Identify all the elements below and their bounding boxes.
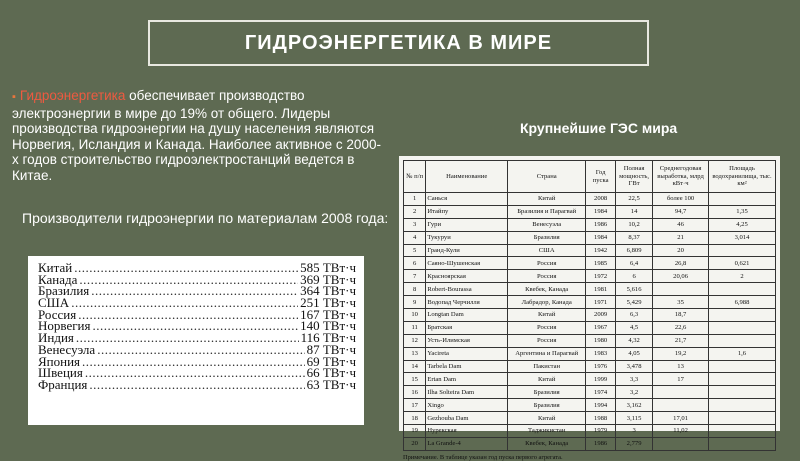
dot-leader bbox=[91, 285, 298, 297]
table-cell: Россия bbox=[508, 334, 586, 347]
table-note: Примечание. В таблице указан год пуска первого агрегата. bbox=[403, 453, 563, 461]
page-title: ГИДРОЭНЕРГЕТИКА В МИРЕ bbox=[244, 31, 553, 54]
table-cell: Бразилия bbox=[508, 231, 586, 244]
table-cell: Венесуэла bbox=[508, 218, 586, 231]
table-cell: 94,7 bbox=[653, 205, 709, 218]
producer-country: Индия bbox=[38, 330, 74, 346]
producer-country: Франция bbox=[38, 376, 88, 392]
table-header-cell: Среднегодовая выработка, млрд кВт·ч bbox=[653, 161, 709, 193]
producer-country: Норвегия bbox=[38, 318, 91, 334]
dot-leader bbox=[82, 356, 305, 368]
table-cell: 17 bbox=[404, 399, 426, 412]
table-row bbox=[404, 218, 776, 231]
table-row bbox=[404, 257, 776, 270]
table-cell: Саяно-Шушенская bbox=[426, 257, 508, 270]
table-cell: 2,779 bbox=[616, 437, 653, 450]
table-cell: 4,25 bbox=[708, 218, 775, 231]
table-cell: 3,162 bbox=[616, 399, 653, 412]
table-header-row bbox=[404, 161, 776, 193]
producer-value: 116 ТВт·ч bbox=[300, 330, 356, 346]
table-cell: Братская bbox=[426, 321, 508, 334]
dot-leader bbox=[76, 332, 299, 344]
table-cell: 3 bbox=[404, 218, 426, 231]
table-cell bbox=[708, 386, 775, 399]
table-cell: 6,988 bbox=[708, 296, 775, 309]
table-cell: Китай bbox=[508, 193, 586, 206]
table-cell: Ilha Solteira Dam bbox=[426, 386, 508, 399]
table-cell: 6,3 bbox=[616, 309, 653, 322]
table-row bbox=[404, 425, 776, 438]
dot-leader bbox=[78, 309, 298, 321]
table-cell bbox=[708, 321, 775, 334]
table-cell bbox=[708, 373, 775, 386]
table-cell: 8,37 bbox=[616, 231, 653, 244]
dot-leader bbox=[85, 367, 305, 379]
table-cell: Китай bbox=[508, 373, 586, 386]
producer-value: 364 ТВт·ч bbox=[300, 283, 356, 299]
table-cell: 1985 bbox=[586, 257, 616, 270]
table-cell bbox=[653, 437, 709, 450]
table-row bbox=[404, 347, 776, 360]
table-row bbox=[404, 231, 776, 244]
table-row bbox=[404, 296, 776, 309]
table-cell: Гранд-Кули bbox=[426, 244, 508, 257]
table-cell: 11 bbox=[404, 321, 426, 334]
table-cell: 19,2 bbox=[653, 347, 709, 360]
table-cell: Yacireta bbox=[426, 347, 508, 360]
table-cell: 1994 bbox=[586, 399, 616, 412]
table-cell bbox=[708, 309, 775, 322]
table-cell bbox=[708, 425, 775, 438]
table-cell bbox=[708, 412, 775, 425]
table-cell: 2008 bbox=[586, 193, 616, 206]
table-row bbox=[404, 373, 776, 386]
table-cell: 4,32 bbox=[616, 334, 653, 347]
table-cell: 20 bbox=[404, 437, 426, 450]
table-cell: 2009 bbox=[586, 309, 616, 322]
table-cell: 6,809 bbox=[616, 244, 653, 257]
table-cell: 6,4 bbox=[616, 257, 653, 270]
table-header-cell: Площадь водохранилища, тыс. км² bbox=[708, 161, 775, 193]
table-cell: Водопад Черчилля bbox=[426, 296, 508, 309]
table-cell: 5 bbox=[404, 244, 426, 257]
title-frame bbox=[148, 20, 649, 66]
table-row bbox=[404, 386, 776, 399]
table-row bbox=[404, 283, 776, 296]
table-cell: 13 bbox=[653, 360, 709, 373]
table-cell: 1988 bbox=[586, 412, 616, 425]
table-cell bbox=[708, 193, 775, 206]
table-row bbox=[404, 360, 776, 373]
table-header-cell: Страна bbox=[508, 161, 586, 193]
table-cell: Китай bbox=[508, 412, 586, 425]
table-cell: 3 bbox=[616, 425, 653, 438]
table-row bbox=[404, 437, 776, 450]
table-cell: 16 bbox=[404, 386, 426, 399]
table-cell bbox=[708, 334, 775, 347]
table-row bbox=[404, 244, 776, 257]
table-cell: Бразилия bbox=[508, 399, 586, 412]
table-header-cell: Полная мощность, ГВт bbox=[616, 161, 653, 193]
table-row bbox=[404, 321, 776, 334]
table-cell: 3,115 bbox=[616, 412, 653, 425]
table-cell: 20,06 bbox=[653, 270, 709, 283]
producer-value: 66 ТВт·ч bbox=[306, 365, 356, 381]
intro-text: обеспечивает производство электроэнергии в мире до 19% от общего. Лидеры производства гидроэнергии на душу населения являются Норвегия, Исландия и Канада. Наиболее активное с 2000-х годов строительство гидроэлектростанций ведется в Китае. bbox=[12, 88, 381, 183]
producer-country: Япония bbox=[38, 353, 81, 369]
table-cell: 10,2 bbox=[616, 218, 653, 231]
table-cell bbox=[708, 360, 775, 373]
table-cell bbox=[708, 283, 775, 296]
table-cell: Ertan Dam bbox=[426, 373, 508, 386]
table-cell: Китай bbox=[508, 309, 586, 322]
table-cell: Tarbela Dam bbox=[426, 360, 508, 373]
table-cell: 1 bbox=[404, 193, 426, 206]
producers-list-image bbox=[28, 256, 364, 425]
table-cell: Пакистан bbox=[508, 360, 586, 373]
producers-caption: Производители гидроэнергии по материалам 2008 года: bbox=[22, 210, 389, 226]
table-cell: 18 bbox=[404, 412, 426, 425]
table-cell: 1,6 bbox=[708, 347, 775, 360]
table-cell bbox=[708, 437, 775, 450]
table-cell: Россия bbox=[508, 270, 586, 283]
table-cell: 1979 bbox=[586, 425, 616, 438]
table-cell: 1984 bbox=[586, 231, 616, 244]
table-cell: 1999 bbox=[586, 373, 616, 386]
bullet-icon: ▪ bbox=[12, 91, 16, 103]
table-cell: 20 bbox=[653, 244, 709, 257]
table-cell: 2 bbox=[404, 205, 426, 218]
producer-value: 585 ТВт·ч bbox=[300, 260, 356, 275]
table-cell: 1972 bbox=[586, 270, 616, 283]
table-cell bbox=[708, 244, 775, 257]
table-cell: 8 bbox=[404, 283, 426, 296]
hpp-table bbox=[403, 160, 776, 451]
table-cell: Санься bbox=[426, 193, 508, 206]
table-cell: 9 bbox=[404, 296, 426, 309]
table-row bbox=[404, 412, 776, 425]
table-cell: 6 bbox=[616, 270, 653, 283]
table-cell: Квебек, Канада bbox=[508, 283, 586, 296]
table-cell: 10 bbox=[404, 309, 426, 322]
table-cell: США bbox=[508, 244, 586, 257]
table-cell: Квебек, Канада bbox=[508, 437, 586, 450]
producer-country: Китай bbox=[38, 260, 73, 275]
table-cell: Гури bbox=[426, 218, 508, 231]
table-cell: 11,02 bbox=[653, 425, 709, 438]
table-row bbox=[404, 270, 776, 283]
table-cell: Таджикистан bbox=[508, 425, 586, 438]
producer-country: Канада bbox=[38, 271, 78, 287]
producer-country: Швеция bbox=[38, 365, 83, 381]
table-cell: 14 bbox=[616, 205, 653, 218]
table-cell: Лабрадор, Канада bbox=[508, 296, 586, 309]
table-cell: Россия bbox=[508, 257, 586, 270]
intro-paragraph bbox=[12, 88, 382, 183]
table-cell bbox=[653, 283, 709, 296]
producer-value: 140 ТВт·ч bbox=[300, 318, 356, 334]
table-cell: Longtan Dam bbox=[426, 309, 508, 322]
producer-value: 63 ТВт·ч bbox=[306, 376, 356, 392]
table-cell bbox=[708, 399, 775, 412]
table-cell: 3,2 bbox=[616, 386, 653, 399]
table-cell: 1942 bbox=[586, 244, 616, 257]
table-cell: 22,6 bbox=[653, 321, 709, 334]
table-cell: Россия bbox=[508, 321, 586, 334]
table-row bbox=[404, 205, 776, 218]
table-cell: 1,35 bbox=[708, 205, 775, 218]
dot-leader bbox=[79, 274, 298, 286]
table-cell: 3,014 bbox=[708, 231, 775, 244]
table-cell: 22,5 bbox=[616, 193, 653, 206]
table-cell: 19 bbox=[404, 425, 426, 438]
table-cell: 1981 bbox=[586, 283, 616, 296]
dot-leader bbox=[71, 297, 298, 309]
table-cell: 1980 bbox=[586, 334, 616, 347]
table-cell: 0,621 bbox=[708, 257, 775, 270]
table-row bbox=[404, 399, 776, 412]
table-cell: 35 bbox=[653, 296, 709, 309]
producer-value: 251 ТВт·ч bbox=[300, 295, 356, 311]
table-cell: 4,05 bbox=[616, 347, 653, 360]
table-header-cell: Год пуска bbox=[586, 161, 616, 193]
hpp-caption: Крупнейшие ГЭС мира bbox=[520, 120, 678, 136]
producer-value: 167 ТВт·ч bbox=[300, 306, 356, 322]
table-cell: Gezhouba Dam bbox=[426, 412, 508, 425]
table-cell: Нурекская bbox=[426, 425, 508, 438]
table-cell bbox=[653, 399, 709, 412]
dot-leader bbox=[97, 344, 304, 356]
table-cell: 1986 bbox=[586, 218, 616, 231]
table-cell: 2 bbox=[708, 270, 775, 283]
table-cell: Xingo bbox=[426, 399, 508, 412]
table-cell: Бразилия bbox=[508, 386, 586, 399]
producer-country: США bbox=[38, 295, 70, 311]
producers-list bbox=[38, 262, 356, 391]
table-cell: более 100 bbox=[653, 193, 709, 206]
intro-highlight: Гидроэнергетика bbox=[19, 88, 126, 103]
table-cell: 1984 bbox=[586, 205, 616, 218]
table-cell: Бразилия и Парагвай bbox=[508, 205, 586, 218]
table-cell: 6 bbox=[404, 257, 426, 270]
table-cell: 4 bbox=[404, 231, 426, 244]
table-cell: 1986 bbox=[586, 437, 616, 450]
table-cell: 1983 bbox=[586, 347, 616, 360]
table-header-cell: № п/п bbox=[404, 161, 426, 193]
dot-leader bbox=[74, 262, 298, 274]
table-cell: 1967 bbox=[586, 321, 616, 334]
table-cell: 7 bbox=[404, 270, 426, 283]
table-cell: Красноярская bbox=[426, 270, 508, 283]
table-cell: Robert-Bourassa bbox=[426, 283, 508, 296]
table-row bbox=[404, 334, 776, 347]
table-cell: Аргентина и Парагвай bbox=[508, 347, 586, 360]
table-cell: 5,429 bbox=[616, 296, 653, 309]
list-item bbox=[38, 376, 356, 392]
table-cell: La Grande-4 bbox=[426, 437, 508, 450]
table-cell: 3,3 bbox=[616, 373, 653, 386]
producer-value: 69 ТВт·ч bbox=[306, 353, 356, 369]
table-cell: 4,5 bbox=[616, 321, 653, 334]
table-cell: Усть-Илимская bbox=[426, 334, 508, 347]
table-cell: Тукуруи bbox=[426, 231, 508, 244]
table-cell: 21 bbox=[653, 231, 709, 244]
hpp-table-image bbox=[399, 156, 780, 461]
table-cell: Итайпу bbox=[426, 205, 508, 218]
producer-country: Венесуэла bbox=[38, 341, 96, 357]
table-cell: 13 bbox=[404, 347, 426, 360]
dot-leader bbox=[89, 379, 304, 391]
table-cell: 14 bbox=[404, 360, 426, 373]
table-cell: 5,616 bbox=[616, 283, 653, 296]
producer-value: 87 ТВт·ч bbox=[306, 341, 356, 357]
table-cell: 15 bbox=[404, 373, 426, 386]
table-cell: 1976 bbox=[586, 360, 616, 373]
table-row bbox=[404, 309, 776, 322]
table-cell: 12 bbox=[404, 334, 426, 347]
table-cell: 1974 bbox=[586, 386, 616, 399]
table-cell: 1971 bbox=[586, 296, 616, 309]
producer-country: Бразилия bbox=[38, 283, 90, 299]
table-row bbox=[404, 193, 776, 206]
table-cell: 17 bbox=[653, 373, 709, 386]
table-cell bbox=[653, 386, 709, 399]
table-cell: 18,7 bbox=[653, 309, 709, 322]
table-cell: 17,01 bbox=[653, 412, 709, 425]
producer-country: Россия bbox=[38, 306, 77, 322]
dot-leader bbox=[93, 320, 299, 332]
table-cell: 26,8 bbox=[653, 257, 709, 270]
producer-value: 369 ТВт·ч bbox=[300, 271, 356, 287]
table-cell: 3,478 bbox=[616, 360, 653, 373]
table-cell: 21,7 bbox=[653, 334, 709, 347]
table-cell: 46 bbox=[653, 218, 709, 231]
table-header-cell: Наименование bbox=[426, 161, 508, 193]
